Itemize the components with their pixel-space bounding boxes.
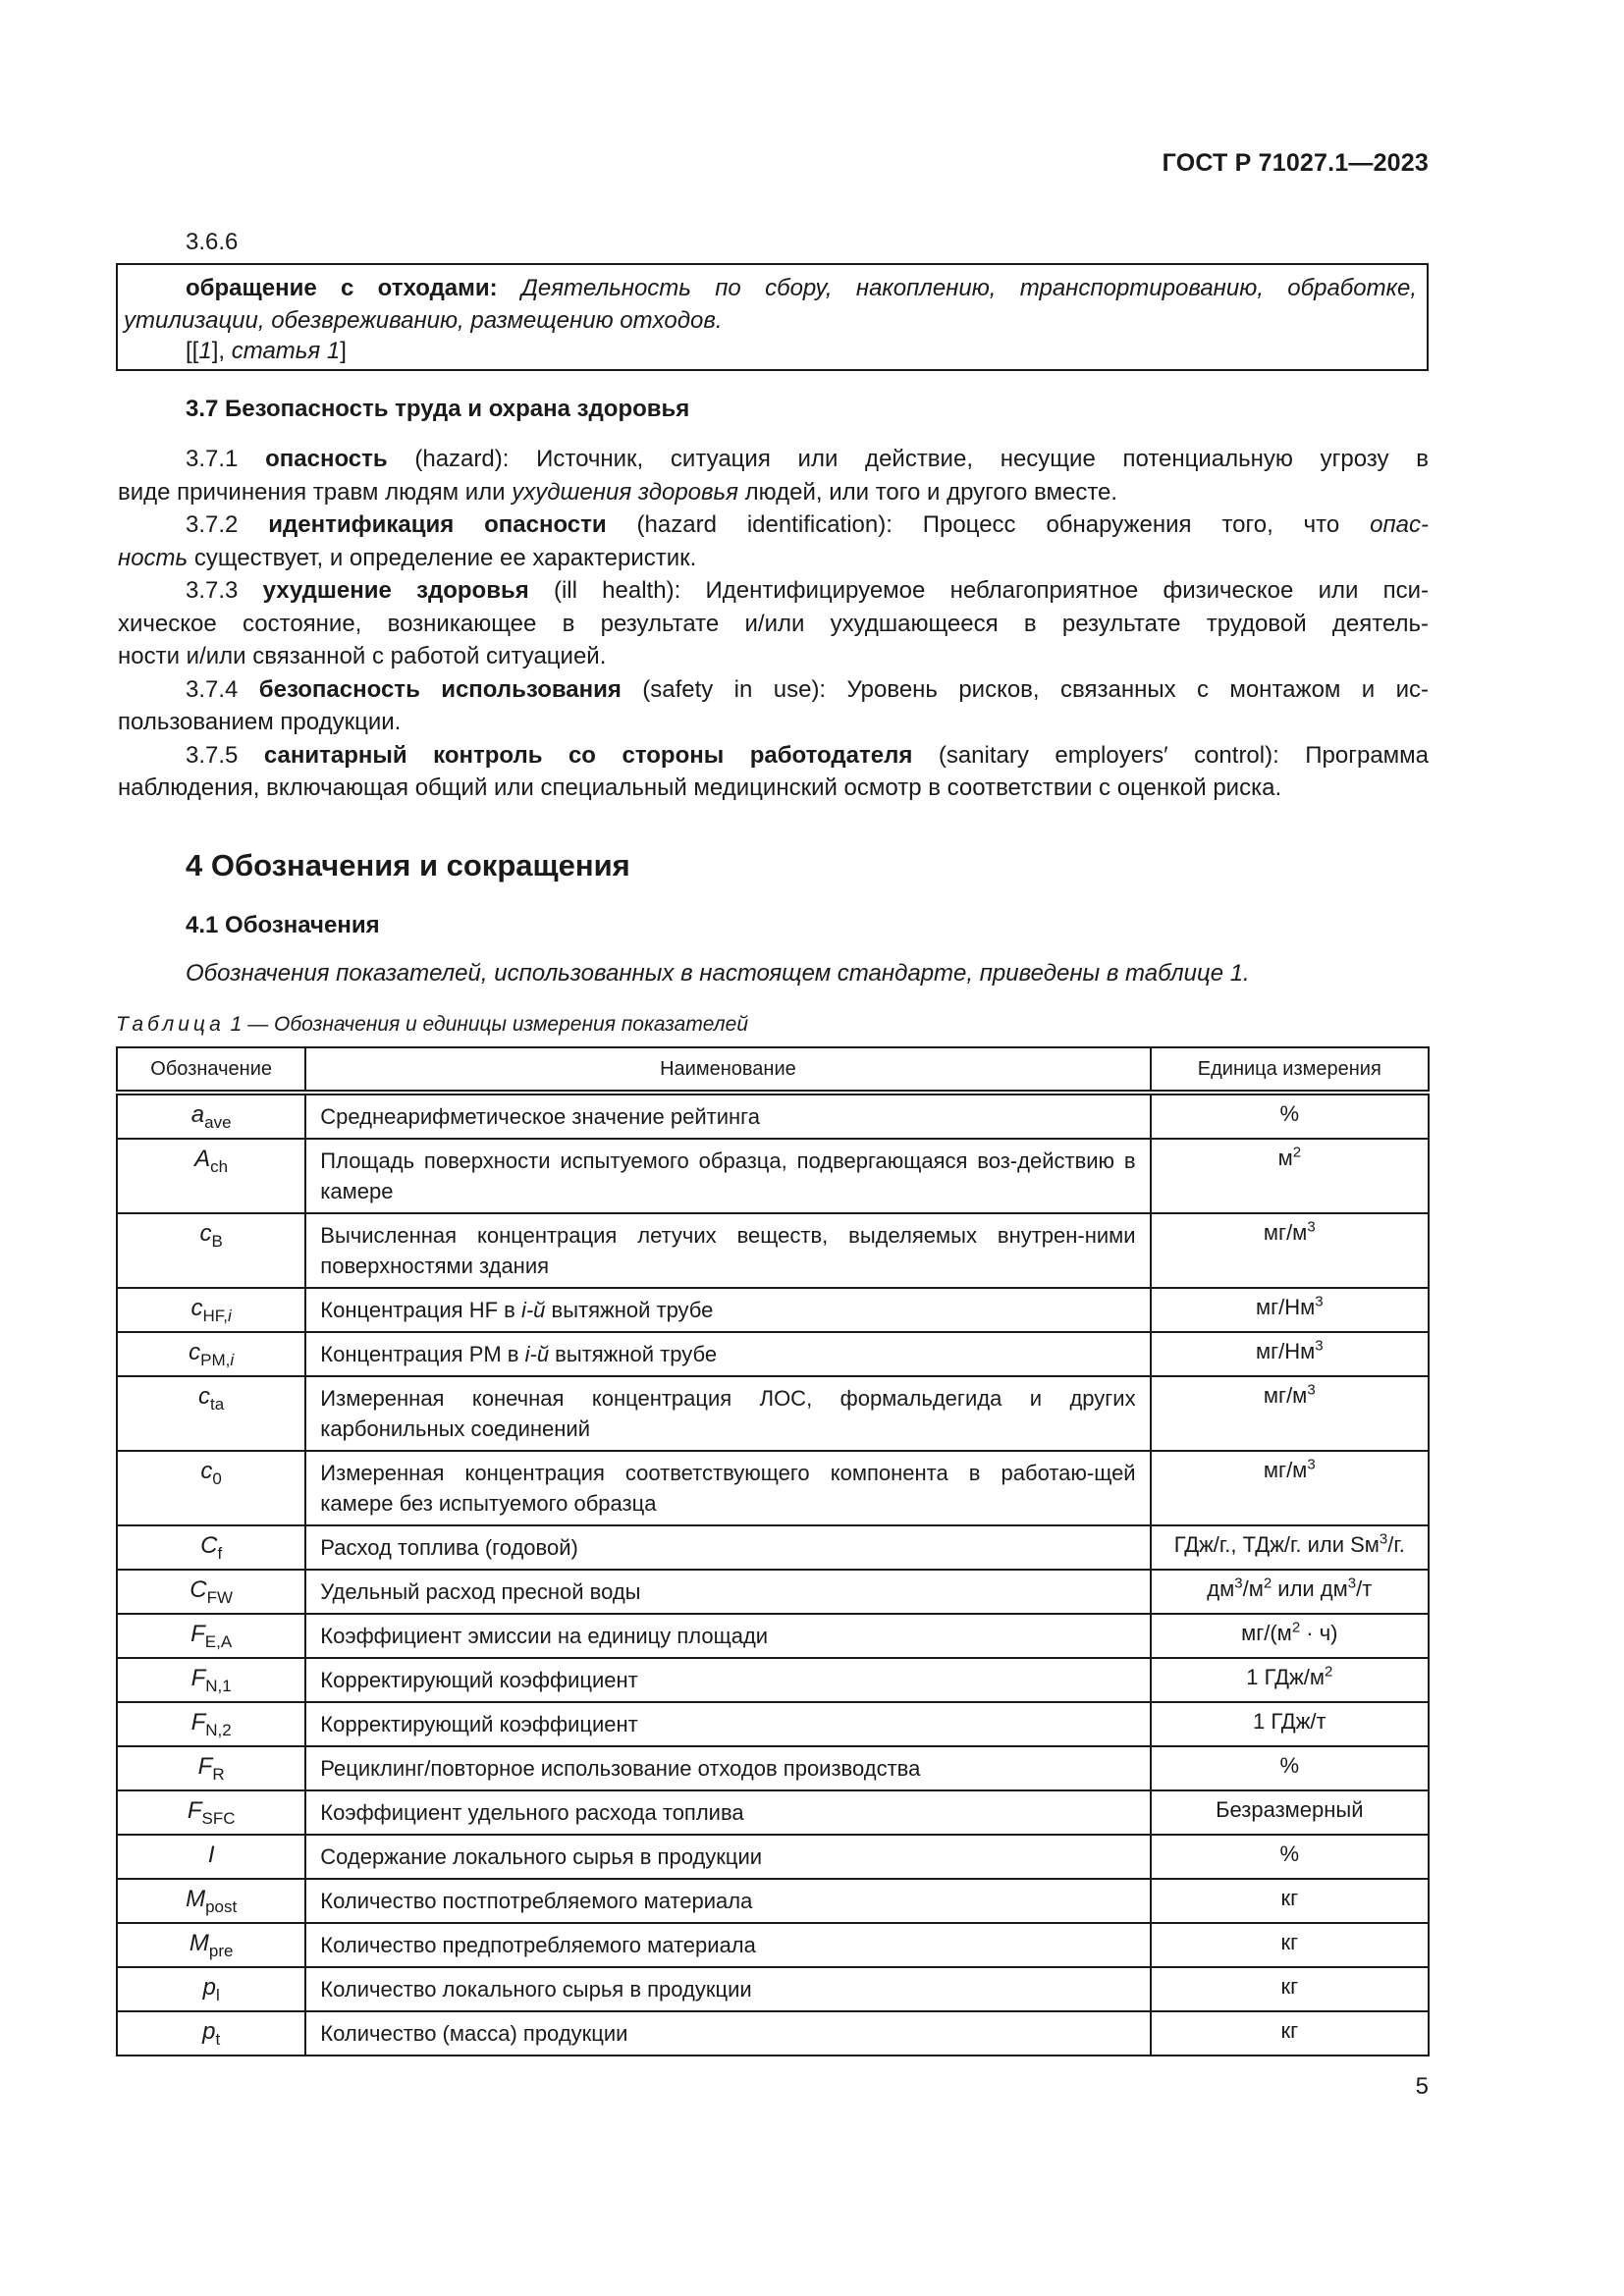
unit-cell: кг bbox=[1151, 1879, 1429, 1923]
name-cell: Площадь поверхности испытуемого образца, подвергающаяся воз-действию в камере bbox=[305, 1139, 1150, 1213]
unit-cell: Безразмерный bbox=[1151, 1790, 1429, 1835]
unit-cell: $дм^3/м^2$ или $дм^3/т$ bbox=[1151, 1570, 1429, 1614]
name-cell: Количество предпотребляемого материала bbox=[305, 1923, 1150, 1967]
symbol-cell: $F_{SFC}$ bbox=[117, 1790, 305, 1835]
symbol-cell: $c_B$ bbox=[117, 1213, 305, 1288]
name-cell: Концентрация HF в i-й вытяжной трубе bbox=[305, 1288, 1150, 1332]
term-definition-box bbox=[116, 263, 1429, 371]
symbol-cell: $p_t$ bbox=[117, 2011, 305, 2056]
name-cell: Содержание локального сырья в продукции bbox=[305, 1835, 1150, 1879]
source-reference-link[interactable]: 1 bbox=[198, 338, 212, 364]
table-row bbox=[117, 1451, 1429, 1525]
section-3-7-body: 3.7.1 опасность (hazard): Источник, ситуация или действие, несущие потенциальную угрозу в виде причинения травм людям или ухудшения здоровья людей, или того и другого вместе. 3.7.2 идентификация опасности (hazard identification): Процесс обнаружения того, что опас- ность существует, и определение ее характеристик. 3.7.3 ухудшение здоровья (ill health): Идентифицируемое неблагоприятное физическое или пси- хическое состояние, возникающее в результате и/или ухудшающееся в результате трудовой деятель- ности и/или связанной с работой ситуацией. 3.7.4 безопасность использования (safety in use): Уровень рисков, связанных с монтажом и ис- пользованием продукции. 3.7.5 санитарный контроль со стороны работодателя (sanitary employers′ control): Программа наблюдения, включающая общий или специальный медицинский осмотр в соответствии с оценкой риска. bbox=[118, 443, 1429, 805]
unit-cell: $мг/Нм^3$ bbox=[1151, 1332, 1429, 1376]
symbol-cell: $F_{N,2}$ bbox=[117, 1702, 305, 1746]
name-cell: Коэффициент удельного расхода топлива bbox=[305, 1790, 1150, 1835]
name-cell: Вычисленная концентрация летучих веществ, выделяемых внутрен-ними поверхностями здания bbox=[305, 1213, 1150, 1288]
column-header-name: Наименование bbox=[305, 1047, 1150, 1093]
section-4-heading: 4 Обозначения и сокращения bbox=[186, 848, 630, 882]
term-3-7-2: 3.7.2 идентификация опасности (hazard identification): Процесс обнаружения того, что опас- bbox=[186, 511, 1429, 538]
name-cell: Измеренная концентрация соответствующего компонента в работаю-щей камере без испытуемого образца bbox=[305, 1451, 1150, 1525]
term-3-7-1: 3.7.1 опасность (hazard): Источник, ситуация или действие, несущие потенциальную угрозу в bbox=[186, 446, 1429, 472]
symbol-cell: $c_{PM,i}$ bbox=[117, 1332, 305, 1376]
name-cell: Измеренная конечная концентрация ЛОС, формальдегида и других карбонильных соединений bbox=[305, 1376, 1150, 1451]
table-row bbox=[117, 1525, 1429, 1570]
symbol-cell: $c_{ta}$ bbox=[117, 1376, 305, 1451]
symbol-cell: $c_0$ bbox=[117, 1451, 305, 1525]
name-cell: Количество (масса) продукции bbox=[305, 2011, 1150, 2056]
table-row bbox=[117, 1376, 1429, 1451]
unit-cell: $м^2$ bbox=[1151, 1139, 1429, 1213]
unit-cell: 1 ГДж/т bbox=[1151, 1702, 1429, 1746]
unit-cell: % bbox=[1151, 1746, 1429, 1790]
table-row bbox=[117, 1288, 1429, 1332]
table-row bbox=[117, 1332, 1429, 1376]
name-cell: Среднеарифметическое значение рейтинга bbox=[305, 1093, 1150, 1139]
symbols-table bbox=[116, 1046, 1430, 2056]
name-cell: Количество постпотребляемого материала bbox=[305, 1879, 1150, 1923]
section-4-1-intro: Обозначения показателей, использованных в настоящем стандарте, приведены в таблице 1. bbox=[186, 960, 1250, 987]
table-row bbox=[117, 1093, 1429, 1139]
unit-cell: кг bbox=[1151, 2011, 1429, 2056]
section-3-7-heading: 3.7 Безопасность труда и охрана здоровья bbox=[186, 396, 690, 422]
symbol-cell: $M_{pre}$ bbox=[117, 1923, 305, 1967]
column-header-symbol: Обозначение bbox=[117, 1047, 305, 1093]
unit-cell: 1 ГДж/$м^2$ bbox=[1151, 1658, 1429, 1702]
unit-cell: % bbox=[1151, 1835, 1429, 1879]
column-header-unit: Единица измерения bbox=[1151, 1047, 1429, 1093]
name-cell: Коэффициент эмиссии на единицу площади bbox=[305, 1614, 1150, 1658]
table-row bbox=[117, 1570, 1429, 1614]
symbol-cell: I bbox=[117, 1835, 305, 1879]
term-number: 3.6.6 bbox=[186, 229, 239, 255]
term-3-7-4: 3.7.4 безопасность использования (safety in use): Уровень рисков, связанных с монтажом и ис- bbox=[186, 675, 1429, 703]
unit-cell: кг bbox=[1151, 1923, 1429, 1967]
table-row bbox=[117, 1967, 1429, 2011]
table-row bbox=[117, 1139, 1429, 1213]
document-id-header: ГОСТ Р 71027.1—2023 bbox=[1162, 149, 1429, 177]
unit-cell: $мг/м^3$ bbox=[1151, 1213, 1429, 1288]
symbol-cell: $a_{ave}$ bbox=[117, 1093, 305, 1139]
page-number: 5 bbox=[1415, 2073, 1429, 2100]
table-header-row bbox=[117, 1047, 1429, 1093]
table-row bbox=[117, 1746, 1429, 1790]
symbol-cell: $C_f$ bbox=[117, 1525, 305, 1570]
symbol-cell: $C_{FW}$ bbox=[117, 1570, 305, 1614]
name-cell: Удельный расход пресной воды bbox=[305, 1570, 1150, 1614]
table-caption: Таблица 1 — Обозначения и единицы измерения показателей bbox=[116, 1013, 748, 1036]
term-definition: Деятельность по сбору, накоплению, транспортированию, обработке, bbox=[497, 275, 1417, 301]
table-row bbox=[117, 1835, 1429, 1879]
table-body bbox=[117, 1093, 1429, 2056]
term-source: [[1], статья 1] bbox=[186, 338, 347, 364]
unit-cell: кг bbox=[1151, 1967, 1429, 2011]
unit-cell: $мг/(м^2 \cdot ч)$ bbox=[1151, 1614, 1429, 1658]
term-definition-continuation: утилизации, обезвреживанию, размещению отходов. bbox=[124, 307, 723, 334]
unit-cell: % bbox=[1151, 1093, 1429, 1139]
table-row bbox=[117, 2011, 1429, 2056]
unit-cell: $мг/м^3$ bbox=[1151, 1376, 1429, 1451]
term-3-7-5: 3.7.5 санитарный контроль со стороны работодателя (sanitary employers′ control): Программа bbox=[186, 741, 1430, 769]
symbol-cell: $F_R$ bbox=[117, 1746, 305, 1790]
symbol-cell: $M_{post}$ bbox=[117, 1879, 305, 1923]
name-cell: Корректирующий коэффициент bbox=[305, 1702, 1150, 1746]
table-row bbox=[117, 1790, 1429, 1835]
term-definition-line bbox=[186, 275, 1417, 302]
name-cell: Рециклинг/повторное использование отходов производства bbox=[305, 1746, 1150, 1790]
table-row bbox=[117, 1213, 1429, 1288]
unit-cell: $мг/м^3$ bbox=[1151, 1451, 1429, 1525]
name-cell: Концентрация PM в i-й вытяжной трубе bbox=[305, 1332, 1150, 1376]
section-4-1-heading: 4.1 Обозначения bbox=[186, 912, 380, 938]
unit-cell: $мг/Нм^3$ bbox=[1151, 1288, 1429, 1332]
table-row bbox=[117, 1658, 1429, 1702]
symbol-cell: $p_l$ bbox=[117, 1967, 305, 2011]
table-row bbox=[117, 1923, 1429, 1967]
symbol-cell: $F_{E,A}$ bbox=[117, 1614, 305, 1658]
term-3-7-3: 3.7.3 ухудшение здоровья (ill health): Идентифицируемое неблагоприятное физическое или пси- bbox=[186, 577, 1430, 604]
table-row bbox=[117, 1879, 1429, 1923]
symbol-cell: $A_{ch}$ bbox=[117, 1139, 305, 1213]
unit-cell: ГДж/г., ТДж/г. или $Sм^3/г$. bbox=[1151, 1525, 1429, 1570]
symbol-cell: $c_{HF,i}$ bbox=[117, 1288, 305, 1332]
term-name: обращение с отходами: bbox=[186, 275, 498, 301]
name-cell: Количество локального сырья в продукции bbox=[305, 1967, 1150, 2011]
table-row bbox=[117, 1614, 1429, 1658]
name-cell: Расход топлива (годовой) bbox=[305, 1525, 1150, 1570]
name-cell: Корректирующий коэффициент bbox=[305, 1658, 1150, 1702]
symbol-cell: $F_{N,1}$ bbox=[117, 1658, 305, 1702]
table-row bbox=[117, 1702, 1429, 1746]
